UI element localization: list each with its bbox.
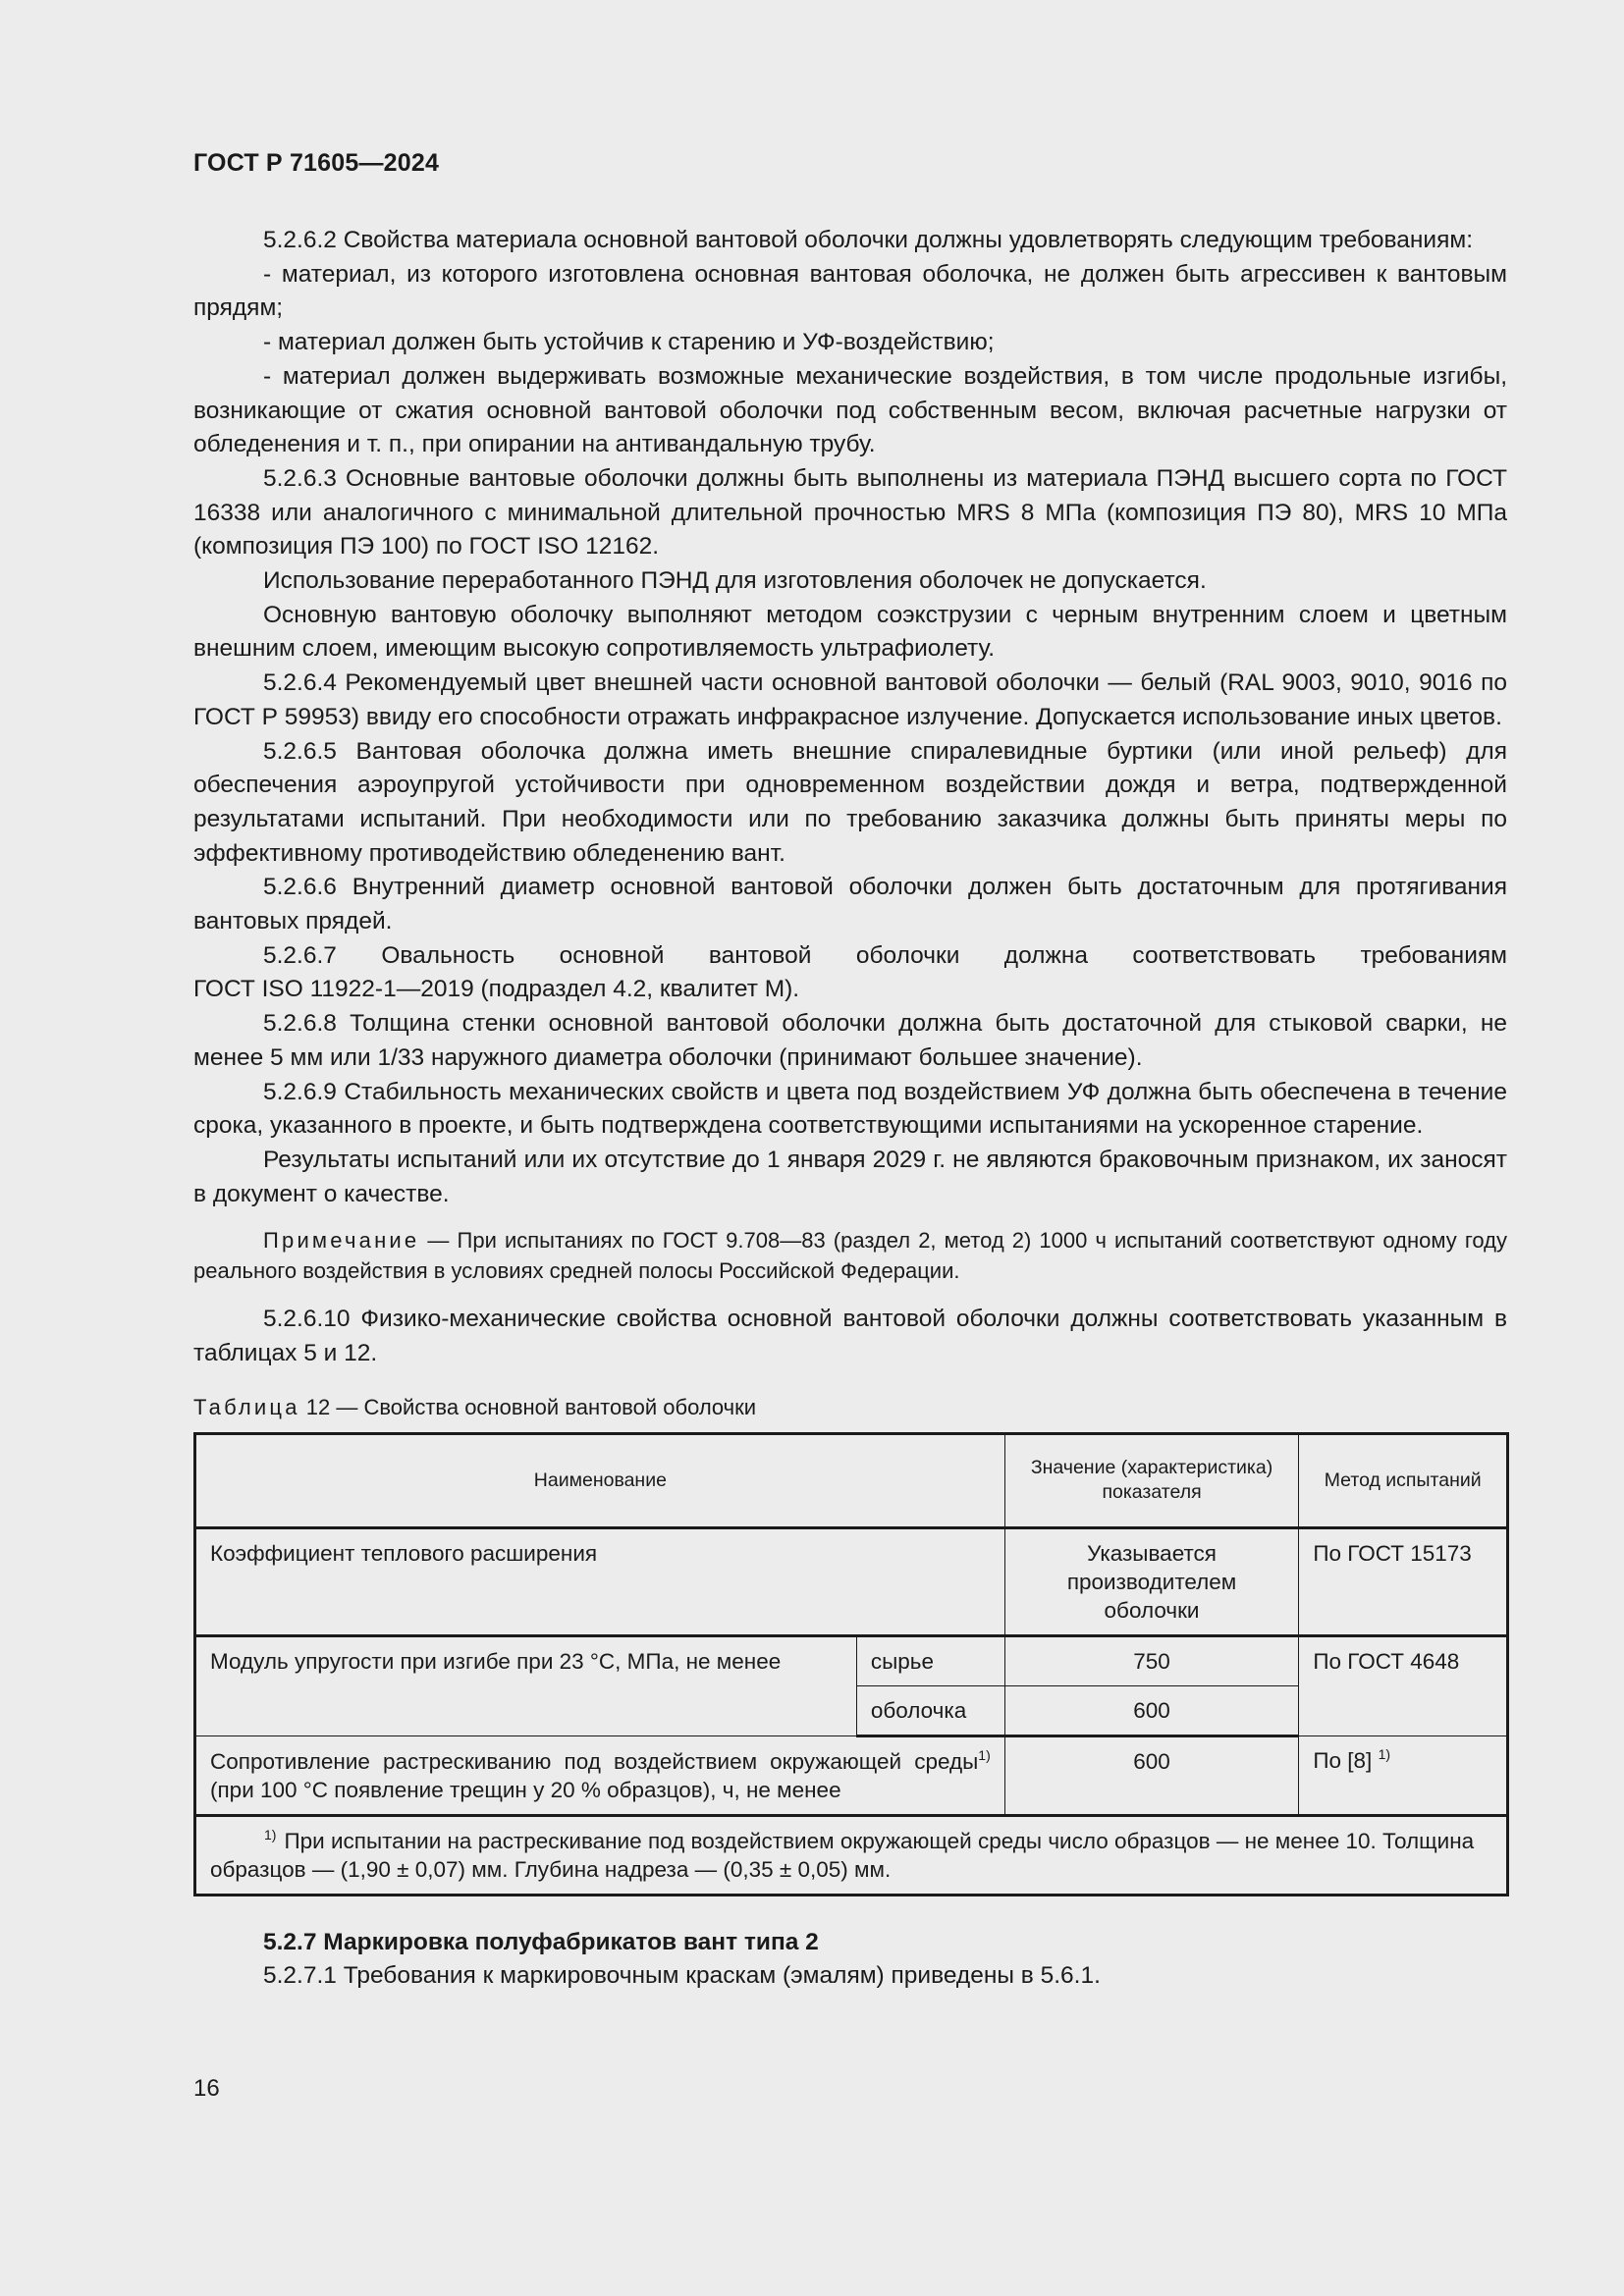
- paragraph-test-results: Результаты испытаний или их отсутствие до 1 января 2029 г. не являются браковочным признаком, их заносят в документ о качестве.: [193, 1146, 1507, 1207]
- paragraph-5-2-6-3: 5.2.6.3 Основные вантовые оболочки должны быть выполнены из материала ПЭНД высшего сорта по ГОСТ 16338 или аналогичного с минимальной длительной прочностью MRS 8 МПа (композиция ПЭ 80), MRS 10 МПа (композиция ПЭ 100) по ГОСТ ISO 12162.: [193, 464, 1507, 561]
- paragraph-recycled: Использование переработанного ПЭНД для изготовления оболочек не допускается.: [263, 567, 1207, 595]
- cell-value: 750: [1004, 1635, 1299, 1685]
- cell-method: [1299, 1735, 1508, 1815]
- header-name: Наименование: [195, 1433, 1005, 1527]
- cell-name-part1: Сопротивление растрескиванию под воздействием окружающей среды: [210, 1748, 979, 1774]
- paragraph-5-2-6-7-cont: ГОСТ ISO 11922-1—2019 (подраздел 4.2, квалитет М).: [193, 976, 800, 1003]
- table-caption-label: Таблица: [193, 1394, 300, 1419]
- footnote-ref: 1): [1378, 1745, 1391, 1762]
- footnote-ref: 1): [978, 1746, 991, 1763]
- cell-value: Указывается производителем оболочки: [1004, 1527, 1299, 1635]
- table-footnote: $^{1)}$ При испытании на растрескивание под воздействием окружающей среды число образцов — не менее 10. Толщина образцов — (1,90 ± 0,07) мм. Глубина надреза — (0,35 ± 0,05) мм.: [195, 1815, 1508, 1895]
- list-item-2: - материал должен быть устойчив к старению и УФ-воздействию;: [263, 329, 995, 356]
- cell-name: Модуль упругости при изгибе при 23 °С, МПа, не менее: [195, 1635, 857, 1735]
- paragraph-5-2-6-10: 5.2.6.10 Физико-механические свойства основной вантовой оболочки должны соответствовать указанным в таблицах 5 и 12.: [193, 1306, 1507, 1367]
- paragraph-coextrusion: Основную вантовую оболочку выполняют методом соэкструзии с черным внутренним слоем и цветным внешним слоем, имеющим высокую сопротивляемость ультрафиолету.: [193, 601, 1507, 663]
- header-value: Значение (характеристика) показателя: [1004, 1433, 1299, 1527]
- paragraph-5-2-6-9: 5.2.6.9 Стабильность механических свойств и цвета под воздействием УФ должна быть обеспечена в течение срока, указанного в проекте, и быть подтверждена соответствующими испытаниями на ускоренное старение.: [193, 1078, 1507, 1140]
- table-caption: [193, 1395, 1507, 1420]
- note: [193, 1225, 1507, 1286]
- cell-subname: оболочка: [856, 1685, 1004, 1735]
- table-caption-text: 12 — Свойства основной вантовой оболочки: [299, 1394, 757, 1419]
- table-row: [195, 1635, 1508, 1685]
- list-item-3: - материал должен выдерживать возможные механические воздействия, в том числе продольные изгибы, возникающие от сжатия основной вантовой оболочки под собственным весом, включая расчетные нагрузки от обледенения и т. п., при опирании на антивандальную трубу.: [193, 362, 1507, 458]
- paragraph-5-2-6-8: 5.2.6.8 Толщина стенки основной вантовой оболочки должна быть достаточной для стыковой сварки, не менее 5 мм или 1/33 наружного диаметра оболочки (принимают большее значение).: [193, 1010, 1507, 1071]
- table-footnote-row: [195, 1815, 1508, 1895]
- cell-name-part2: (при 100 °С появление трещин у 20 % образцов), ч, не менее: [210, 1777, 841, 1802]
- cell-name: Коэффициент теплового расширения: [195, 1527, 1005, 1635]
- document-body: [193, 224, 1507, 1994]
- method-text: По [8]: [1313, 1747, 1373, 1773]
- cell-subname: сырье: [856, 1635, 1004, 1685]
- section-title-5-2-7: 5.2.7 Маркировка полуфабрикатов вант типа 2: [263, 1928, 819, 1955]
- paragraph-5-2-6-5: 5.2.6.5 Вантовая оболочка должна иметь внешние спиралевидные буртики (или иной рельеф) для обеспечения аэроупругой устойчивости при одновременном воздействии дождя и ветра, подтвержденной результатами испытаний. При необходимости или по требованию заказчика должны быть приняты меры по эффективному противодействию обледенению вант.: [193, 737, 1507, 867]
- list-item-1: - материал, из которого изготовлена основная вантовая оболочка, не должен быть агрессивен к вантовым прядям;: [193, 260, 1507, 322]
- cell-method: По ГОСТ 4648: [1299, 1635, 1508, 1735]
- paragraph-5-2-6-6: 5.2.6.6 Внутренний диаметр основной вантовой оболочки должен быть достаточным для протягивания вантовых прядей.: [193, 874, 1507, 935]
- cell-value: 600: [1004, 1735, 1299, 1815]
- paragraph-5-2-6-4: 5.2.6.4 Рекомендуемый цвет внешней части основной вантовой оболочки — белый (RAL 9003, 9010, 9016 по ГОСТ Р 59953) ввиду его способности отражать инфракрасное излучение. Допускается использование иных цветов.: [193, 669, 1507, 730]
- paragraph-5-2-7-1: 5.2.7.1 Требования к маркировочным краскам (эмалям) приведены в 5.6.1.: [263, 1961, 1101, 1989]
- page-number: 16: [193, 2075, 220, 2102]
- document-code-header: ГОСТ Р 71605—2024: [193, 149, 440, 177]
- note-text: — При испытаниях по ГОСТ 9.708—83 (раздел 2, метод 2) 1000 ч испытаний соответствуют одному году реального воздействия в условиях средней полосы Российской Федерации.: [193, 1228, 1507, 1284]
- note-label: Примечание: [263, 1228, 420, 1254]
- cell-method: По ГОСТ 15173: [1299, 1527, 1508, 1635]
- footnote-text: При испытании на растрескивание под воздействием окружающей среды число образцов — не менее 10. Толщина образцов — (1,90 ± 0,07) мм. Глубина надреза — (0,35 ± 0,05) мм.: [210, 1828, 1475, 1882]
- cell-name: [195, 1735, 1005, 1815]
- paragraph-5-2-6-7: 5.2.6.7 Овальность основной вантовой оболочки должна соответствовать требованиям: [263, 941, 1507, 969]
- header-method: Метод испытаний: [1299, 1433, 1508, 1527]
- cell-value: 600: [1004, 1685, 1299, 1735]
- table-row: [195, 1735, 1508, 1815]
- table-row: [195, 1527, 1508, 1635]
- properties-table: [193, 1432, 1509, 1896]
- paragraph-5-2-6-2: 5.2.6.2 Свойства материала основной вантовой оболочки должны удовлетворять следующим требованиям:: [263, 227, 1474, 253]
